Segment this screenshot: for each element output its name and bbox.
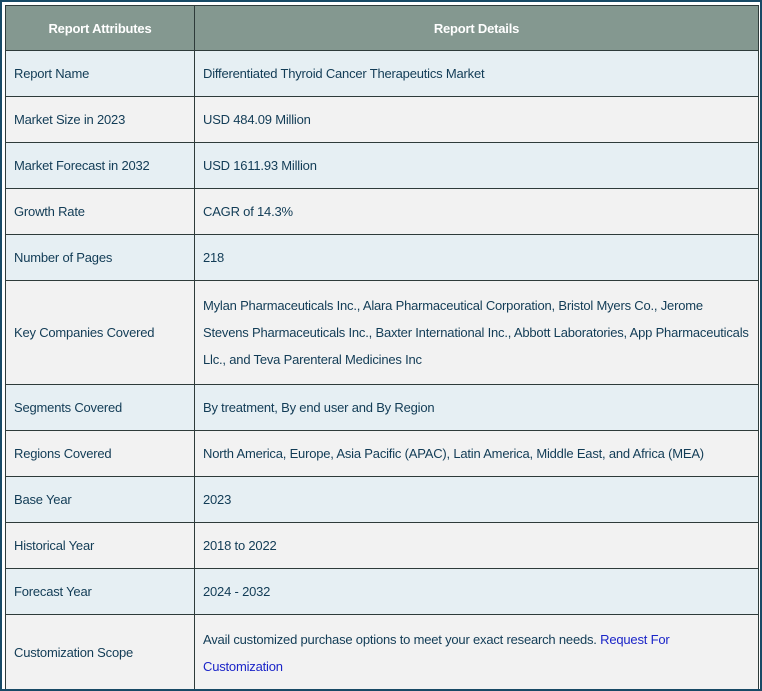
- table-row: [6, 51, 759, 97]
- table-row: [6, 431, 759, 477]
- attribute-cell: Growth Rate: [6, 189, 195, 235]
- attribute-cell: Report Name: [6, 51, 195, 97]
- attribute-cell: Market Forecast in 2032: [6, 143, 195, 189]
- attribute-cell: Forecast Year: [6, 569, 195, 615]
- header-report-details: Report Details: [195, 6, 759, 51]
- detail-cell: USD 1611.93 Million: [195, 143, 759, 189]
- table-row: [6, 97, 759, 143]
- attribute-cell: Base Year: [6, 477, 195, 523]
- detail-cell: North America, Europe, Asia Pacific (APAC), Latin America, Middle East, and Africa (MEA): [195, 431, 759, 477]
- detail-cell: 218: [195, 235, 759, 281]
- report-table: [5, 5, 759, 691]
- detail-cell: Differentiated Thyroid Cancer Therapeutics Market: [195, 51, 759, 97]
- detail-cell: By treatment, By end user and By Region: [195, 385, 759, 431]
- header-report-attributes: Report Attributes: [6, 6, 195, 51]
- request-customization-link[interactable]: Request For Customization: [203, 631, 670, 674]
- attribute-cell: Historical Year: [6, 523, 195, 569]
- detail-cell: CAGR of 14.3%: [195, 189, 759, 235]
- attribute-cell: Segments Covered: [6, 385, 195, 431]
- table-row: [6, 569, 759, 615]
- detail-cell: 2024 - 2032: [195, 569, 759, 615]
- table-row: [6, 281, 759, 385]
- customization-scope-text: Avail customized purchase options to meet your exact research needs.: [203, 631, 597, 647]
- table-row: [6, 385, 759, 431]
- attribute-cell: Customization Scope: [6, 615, 195, 691]
- detail-cell: Mylan Pharmaceuticals Inc., Alara Pharmaceutical Corporation, Bristol Myers Co., Jerome Stevens Pharmaceuticals Inc., Baxter International Inc., Abbott Laboratories, App Pharmaceuticals Llc., and Teva Parenteral Medicines Inc: [195, 281, 759, 385]
- attribute-cell: Market Size in 2023: [6, 97, 195, 143]
- attribute-cell: Key Companies Covered: [6, 281, 195, 385]
- attribute-cell: Regions Covered: [6, 431, 195, 477]
- detail-cell: USD 484.09 Million: [195, 97, 759, 143]
- table-row: [6, 235, 759, 281]
- table-row: [6, 143, 759, 189]
- table-row: [6, 477, 759, 523]
- detail-cell: 2018 to 2022: [195, 523, 759, 569]
- detail-cell: [195, 615, 759, 691]
- table-row: [6, 615, 759, 691]
- detail-cell: 2023: [195, 477, 759, 523]
- table-row: [6, 523, 759, 569]
- table-row: [6, 189, 759, 235]
- attribute-cell: Number of Pages: [6, 235, 195, 281]
- table-header-row: [6, 6, 759, 51]
